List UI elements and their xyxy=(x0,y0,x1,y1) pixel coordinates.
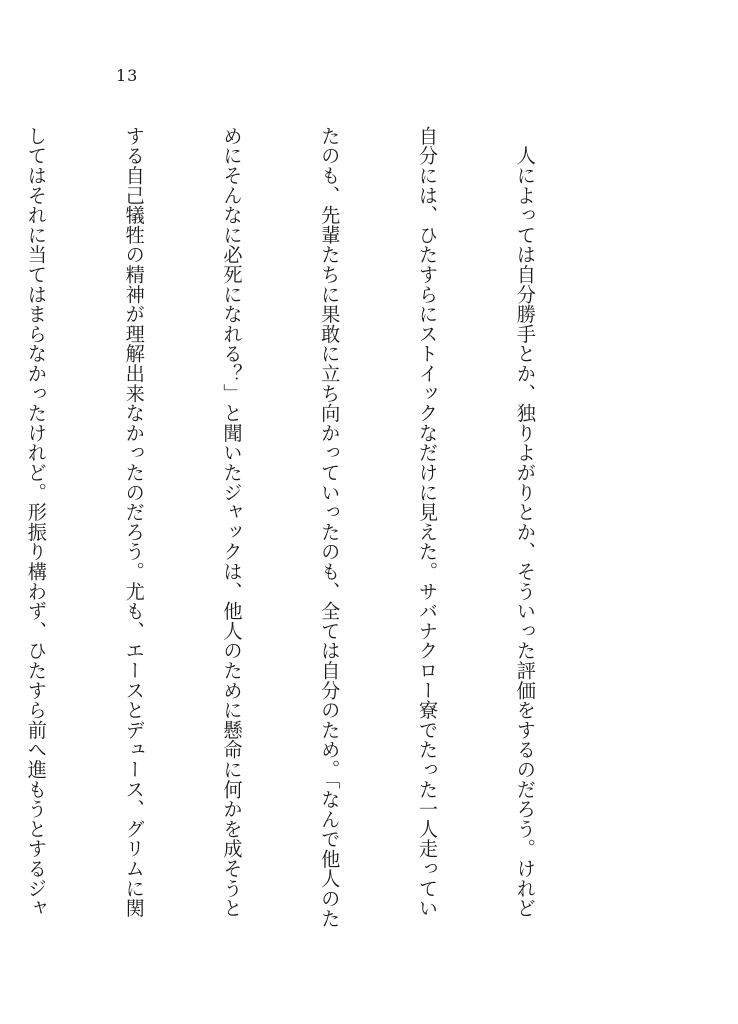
text-line: する自己犠牲の精神が理解出来なかったのだろう。尤も、エースとデュース、グリムに関 xyxy=(122,126,146,918)
page-number: 13 xyxy=(116,66,139,85)
text-line: 自分には、ひたすらにストイックなだけに見えた。サバナクロー寮でたった一人走ってい xyxy=(416,126,440,918)
text-line: 人によっては自分勝手とか、独りよがりとか、そういった評価をするのだろう。けれど xyxy=(513,126,537,918)
text-line: してはそれに当てはまらなかったけれど。形振り構わず、ひたすら前へ進もうとするジャ xyxy=(24,126,48,918)
novel-body-text xyxy=(24,126,606,946)
text-line: たのも、先輩たちに果敢に立ち向かっていったのも、全ては自分のため。「なんで他人のた xyxy=(318,126,342,929)
text-line: めにそんなに必死になれる？」と聞いたジャックは、他人のために懸命に何かを成そうと xyxy=(220,126,244,918)
